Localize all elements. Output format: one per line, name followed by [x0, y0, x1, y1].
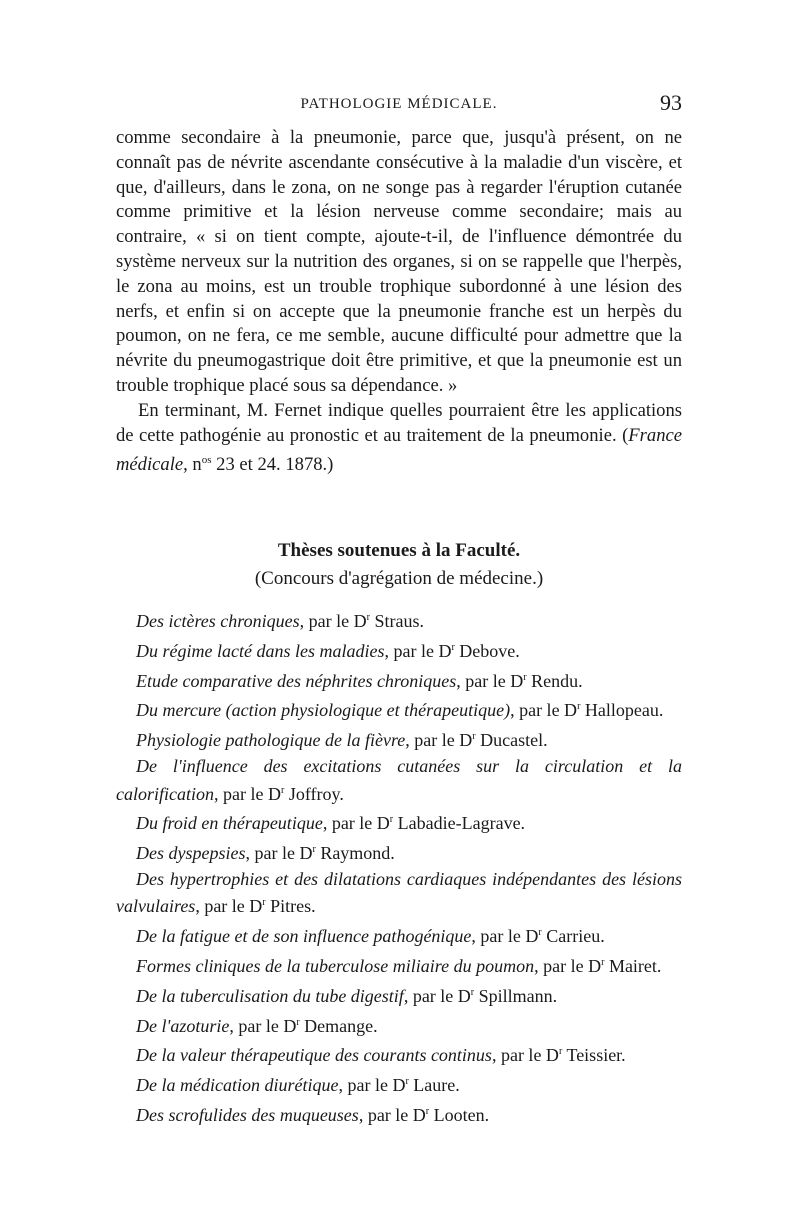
thesis-author: Straus. [369, 611, 424, 631]
thesis-author: Joffroy. [284, 783, 344, 804]
thesis-title: De la valeur thérapeutique des courants continus [136, 1045, 492, 1066]
thesis-by: , par le D [229, 1015, 297, 1036]
thesis-author: Ducastel. [475, 730, 548, 751]
thesis-by: , par le D [214, 783, 281, 804]
doctor-sup: r [262, 897, 266, 909]
thesis-title: De la tuberculisation du tube digestif [136, 985, 404, 1006]
thesis-author: Looten. [429, 1104, 490, 1125]
thesis-title: Physiologie pathologique de la fièvre [136, 730, 406, 751]
thesis-by: , par le D [456, 670, 524, 691]
thesis-title: Des dyspepsies [136, 843, 246, 864]
section-subheading: (Concours d'agrégation de médecine.) [254, 568, 544, 589]
page-number: 93 [660, 90, 682, 115]
thesis-item [116, 808, 682, 836]
thesis-title: Des ictères chroniques [136, 611, 300, 631]
thesis-item [116, 755, 682, 806]
thesis-item [116, 981, 682, 1009]
doctor-sup: r [296, 1016, 300, 1028]
thesis-author: Labadie-Lagrave. [393, 813, 526, 834]
paragraph-continuation: comme secondaire à la pneumonie, parce que, jusqu'à présent, on ne connaît pas de névrite ascendante consécutive à la maladie d'un viscère, et que, d'ailleurs, dans le zona, on ne songe pas à regarder l'éruption cutanée comme primitive et la lésion nerveuse comme secondaire; mais au contraire, « si on tient compte, ajoute-t-il, de l'influence démontrée du système nerveux sur la nutrition des organes, si on se rappelle que l'herpès, le zona au moins, est un trouble trophique subordonné à une lésion des nerfs, et enfin si on accepte que la pneumonie franche est un herpès du poumon, on ne fera, ce me semble, aucune difficulté pour admettre que la névrite du pneumogastrique doit être primitive, et que la pneumonie est un trouble trophique placé sous sa dépendance. » [116, 127, 682, 396]
thesis-title: De la fatigue et de son influence pathogénique [136, 926, 472, 947]
doctor-sup: r [366, 612, 370, 623]
running-head [116, 92, 682, 120]
thesis-author: Laure. [408, 1075, 460, 1096]
thesis-by: , par le D [245, 843, 313, 864]
doctor-sup: r [280, 784, 285, 796]
doctor-sup: r [558, 1046, 563, 1058]
thesis-by: , par le D [299, 611, 367, 631]
thesis-by: , par le D [384, 640, 452, 661]
doctor-sup: r [425, 1105, 430, 1117]
thesis-title: De l'influence des excitations cutanées sur la circulation et la calorification [116, 755, 682, 804]
thesis-title: Formes cliniques de la tuberculose miliaire du poumon [136, 956, 535, 976]
doctor-sup: r [523, 671, 527, 683]
thesis-by: , par le D [471, 926, 539, 947]
thesis-item [116, 1100, 682, 1128]
thesis-by: , par le D [491, 1045, 559, 1066]
thesis-item [116, 1011, 682, 1039]
doctor-sup: r [472, 731, 476, 743]
thesis-author: Hallopeau. [580, 700, 664, 721]
running-title: PATHOLOGIE MÉDICALE. [300, 96, 498, 112]
thesis-item [116, 725, 682, 753]
thesis-by: , par le D [322, 813, 390, 834]
thesis-title: Du mercure (action physiologique et thérapeutique) [136, 700, 511, 721]
thesis-title: Du froid en thérapeutique [136, 813, 323, 834]
thesis-item [116, 838, 682, 866]
thesis-author: Carrieu. [541, 926, 605, 947]
doctor-sup: r [405, 1076, 409, 1088]
thesis-title: De l'azoturie [136, 1015, 230, 1036]
thesis-item [116, 1070, 682, 1098]
doctor-sup: r [470, 986, 475, 998]
issue-ref-sup: os [201, 454, 212, 467]
thesis-by: , par le D [403, 985, 471, 1006]
thesis-item [116, 666, 682, 694]
thesis-by: , par le D [358, 1104, 426, 1125]
thesis-title: De la médication diurétique [136, 1075, 339, 1096]
doctor-sup: r [389, 814, 394, 826]
thesis-item [116, 951, 682, 979]
body-text [116, 126, 682, 478]
doctor-sup: r [601, 957, 605, 968]
doctor-sup: r [451, 641, 455, 653]
thesis-by: , par le D [405, 730, 473, 751]
thesis-author: Raymond. [315, 843, 395, 864]
thesis-item [116, 1040, 682, 1068]
thesis-author: Teissier. [562, 1045, 626, 1066]
doctor-sup: r [312, 844, 316, 856]
thesis-by: , par le D [195, 896, 263, 917]
thesis-author: Spillmann. [474, 985, 558, 1006]
thesis-item [116, 921, 682, 949]
thesis-author: Rendu. [526, 670, 583, 691]
thesis-item [116, 636, 682, 664]
issue-ref: , n [183, 454, 202, 476]
thesis-author: Demange. [299, 1015, 378, 1036]
thesis-by: , par le D [510, 700, 578, 721]
paragraph-conclusion [116, 399, 682, 479]
thesis-item [116, 868, 682, 919]
thesis-author: Debove. [454, 640, 520, 661]
thesis-title: Des scrofulides des muqueuses [136, 1104, 359, 1125]
thesis-author: Pitres. [265, 896, 316, 917]
issue-ref-end: 23 et 24. 1878.) [211, 454, 334, 476]
paragraph-text: En terminant, M. Fernet indique quelles pourraient être les applications de cette pathogénie au pronostic et au traitement de la pneumonie. ( [116, 399, 682, 446]
source-citation: France médicale [116, 424, 682, 476]
theses-list [116, 606, 682, 1130]
thesis-title: Du régime lacté dans les maladies [136, 640, 385, 661]
thesis-title: Etude comparative des néphrites chroniques [136, 670, 457, 691]
section-heading: Thèses soutenues à la Faculté. [277, 540, 521, 561]
thesis-author: Mairet. [604, 956, 662, 976]
thesis-item [116, 606, 682, 634]
thesis-title: Des hypertrophies et des dilatations cardiaques indépendantes des lésions valvulaires [116, 868, 682, 917]
doctor-sup: r [577, 701, 581, 713]
doctor-sup: r [538, 927, 542, 939]
thesis-item [116, 695, 682, 723]
thesis-by: , par le D [338, 1075, 406, 1096]
thesis-by: , par le D [534, 956, 602, 976]
